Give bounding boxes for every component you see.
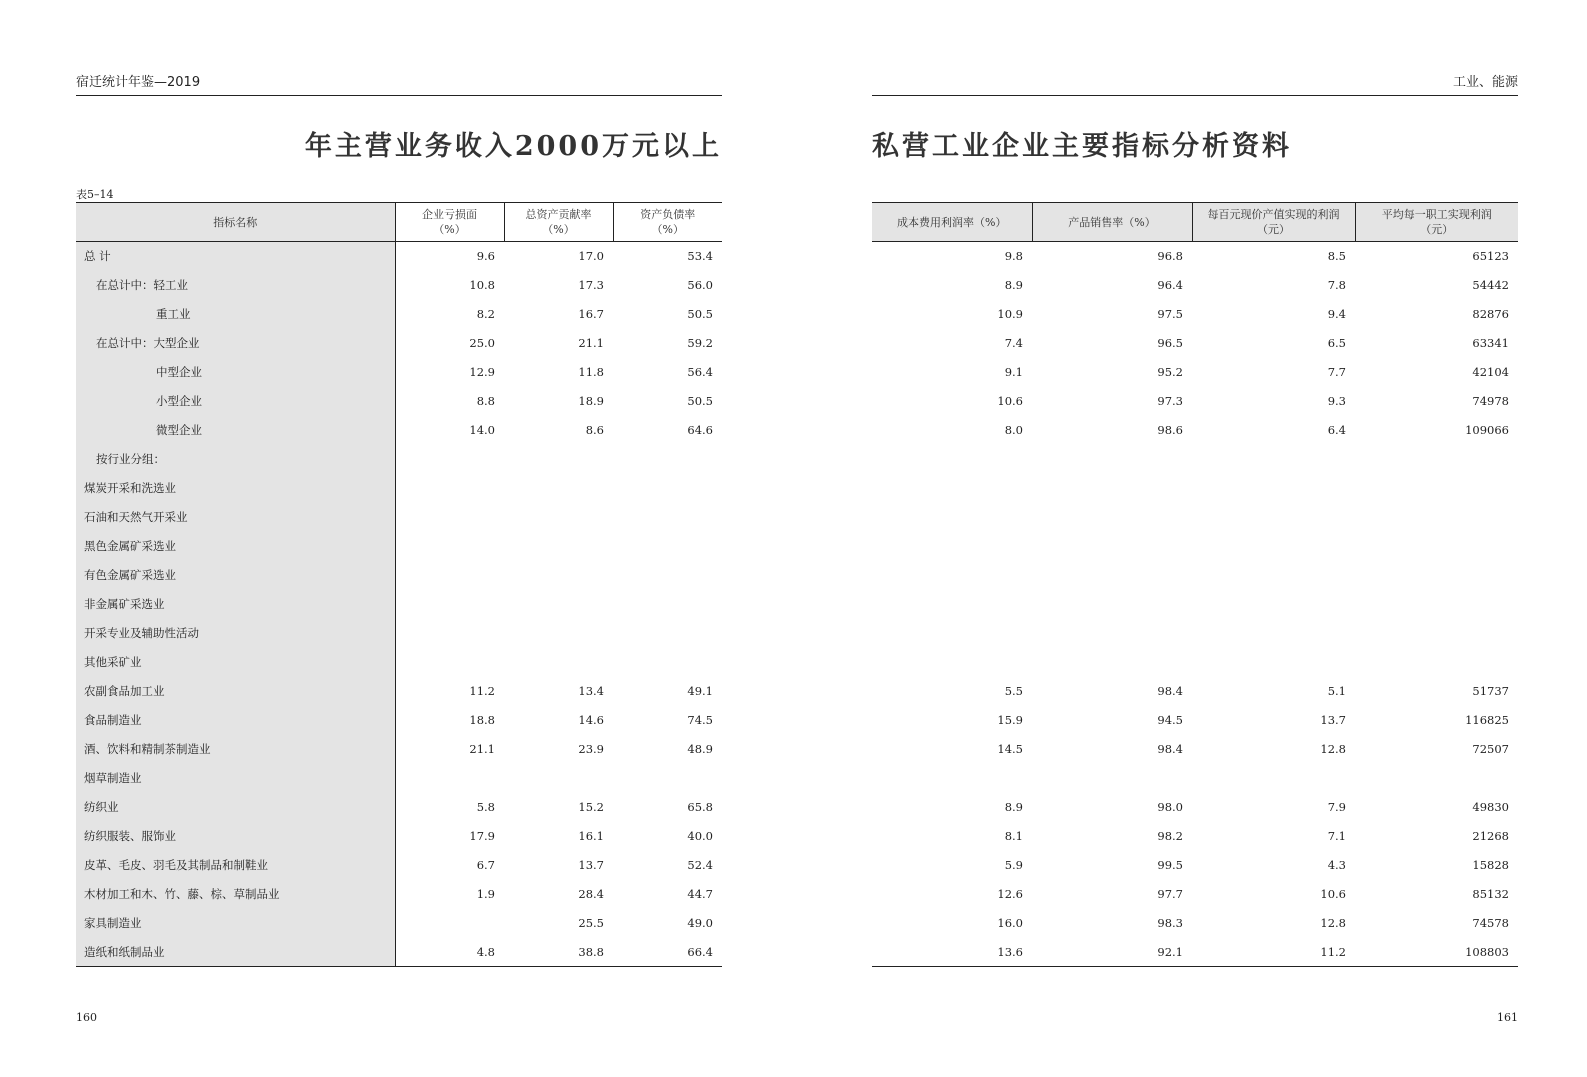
table-cell (872, 590, 1032, 619)
table-cell: 7.7 (1327, 365, 1346, 379)
table-row (76, 677, 722, 706)
table-cell (613, 590, 722, 619)
table-cell: 16.0 (997, 916, 1023, 930)
table-cell (1032, 532, 1192, 561)
table-cell: 64.6 (687, 423, 713, 437)
table-cell: 74978 (1472, 394, 1509, 408)
table-cell: 17.3 (578, 278, 604, 292)
table-row (76, 416, 722, 445)
table-cell: 15828 (1472, 858, 1509, 872)
table-cell (504, 590, 613, 619)
table-row (872, 445, 1518, 474)
table-row (76, 793, 722, 822)
table-cell: 5.8 (476, 800, 495, 814)
table-cell: 7.1 (1327, 829, 1346, 843)
table-row (872, 532, 1518, 561)
row-label: 农副食品加工业 (76, 677, 395, 706)
table-cell: 12.6 (997, 887, 1023, 901)
table-row (872, 764, 1518, 793)
table-cell (613, 503, 722, 532)
table-cell: 5.1 (1327, 684, 1346, 698)
table-row (76, 822, 722, 851)
table-cell: 11.2 (1320, 944, 1346, 959)
table-cell: 12.8 (1320, 742, 1346, 756)
table-cell (872, 648, 1032, 677)
table-cell (504, 648, 613, 677)
table-row (872, 619, 1518, 648)
table-row (872, 880, 1518, 909)
table-cell: 7.9 (1327, 800, 1346, 814)
table-cell (613, 764, 722, 793)
table-cell: 14.0 (469, 423, 495, 437)
row-label: 总 计 (76, 242, 395, 271)
table-cell (1355, 590, 1518, 619)
table-cell: 11.2 (469, 684, 495, 698)
table-cell: 13.7 (578, 858, 604, 872)
table-cell: 74.5 (687, 713, 713, 727)
page-number-left: 160 (76, 1011, 97, 1024)
table-row (872, 822, 1518, 851)
table-title-part2: 私营工业企业主要指标分析资料 (872, 131, 1292, 162)
table-cell: 98.0 (1157, 800, 1183, 814)
row-label: 造纸和纸制品业 (76, 938, 395, 967)
table-cell: 4.8 (476, 944, 495, 959)
table-cell (395, 503, 504, 532)
table-cell: 48.9 (687, 742, 713, 756)
table-cell: 18.9 (578, 394, 604, 408)
table-cell (504, 503, 613, 532)
table-row (76, 474, 722, 503)
table-cell: 54442 (1472, 278, 1509, 292)
table-row (76, 387, 722, 416)
table-cell (1192, 619, 1355, 648)
table-cell: 18.8 (469, 713, 495, 727)
table-cell: 9.4 (1327, 307, 1346, 321)
table-cell (395, 648, 504, 677)
table-cell: 97.5 (1157, 307, 1183, 321)
table-cell: 12.8 (1320, 916, 1346, 930)
table-cell: 98.6 (1157, 423, 1183, 437)
table-row (76, 648, 722, 677)
table-cell (504, 619, 613, 648)
table-cell (395, 619, 504, 648)
table-cell: 8.8 (476, 394, 495, 408)
table-cell: 10.6 (997, 394, 1023, 408)
row-label: 按行业分组： (76, 445, 395, 474)
table-cell (613, 561, 722, 590)
table-cell: 4.3 (1327, 858, 1346, 872)
table-cell (1355, 648, 1518, 677)
table-cell: 6.4 (1327, 423, 1346, 437)
table-cell: 11.8 (578, 365, 604, 379)
row-label: 有色金属矿采选业 (76, 561, 395, 590)
table-row (872, 561, 1518, 590)
table-cell: 9.6 (476, 249, 495, 264)
table-cell: 21.1 (469, 742, 495, 756)
table-row (872, 677, 1518, 706)
table-cell: 98.4 (1157, 684, 1183, 698)
left-stats-table (76, 202, 722, 967)
table-cell: 8.1 (1004, 829, 1023, 843)
table-cell: 56.4 (687, 365, 713, 379)
table-cell: 97.3 (1157, 394, 1183, 408)
table-cell: 8.9 (1004, 278, 1023, 292)
table-row (872, 793, 1518, 822)
table-cell: 98.4 (1157, 742, 1183, 756)
table-cell: 95.2 (1157, 365, 1183, 379)
page-number-right: 161 (1497, 1011, 1518, 1024)
table-row (76, 271, 722, 300)
right-table-body (872, 242, 1518, 967)
table-row (76, 445, 722, 474)
table-cell: 50.5 (687, 307, 713, 321)
table-cell: 13.7 (1320, 713, 1346, 727)
column-header: 每百元现价产值实现的利润 （元） (1192, 203, 1355, 242)
row-label: 在总计中：轻工业 (76, 271, 395, 300)
table-cell: 17.9 (469, 829, 495, 843)
table-cell: 25.0 (469, 336, 495, 350)
table-cell: 97.7 (1157, 887, 1183, 901)
row-label: 重工业 (76, 300, 395, 329)
left-page (76, 0, 722, 1077)
table-row (872, 387, 1518, 416)
table-cell (872, 532, 1032, 561)
table-cell (1032, 590, 1192, 619)
table-cell: 63341 (1472, 336, 1509, 350)
table-row (872, 735, 1518, 764)
table-row (872, 416, 1518, 445)
row-label: 皮革、毛皮、羽毛及其制品和制鞋业 (76, 851, 395, 880)
table-row (872, 503, 1518, 532)
column-header: 指标名称 (76, 203, 395, 242)
table-cell: 50.5 (687, 394, 713, 408)
table-cell: 16.7 (578, 307, 604, 321)
table-cell: 116825 (1465, 713, 1509, 727)
table-cell: 15.2 (578, 800, 604, 814)
table-cell: 66.4 (687, 944, 713, 959)
table-cell (1032, 503, 1192, 532)
table-cell (395, 474, 504, 503)
table-cell (613, 445, 722, 474)
table-cell: 82876 (1472, 307, 1509, 321)
table-row (76, 938, 722, 967)
running-head-right: 工业、能源 (872, 74, 1518, 96)
table-cell (1032, 764, 1192, 793)
table-cell: 74578 (1472, 916, 1509, 930)
table-row (872, 242, 1518, 271)
table-cell: 51737 (1472, 684, 1509, 698)
table-row (76, 706, 722, 735)
table-cell: 8.5 (1327, 249, 1346, 264)
table-cell: 49.0 (687, 916, 713, 930)
table-cell (872, 619, 1032, 648)
table-cell: 6.5 (1327, 336, 1346, 350)
table-cell (1355, 445, 1518, 474)
table-cell: 8.0 (1004, 423, 1023, 437)
table-cell (613, 648, 722, 677)
table-cell (872, 503, 1032, 532)
table-cell (613, 532, 722, 561)
table-row (76, 735, 722, 764)
table-row (76, 329, 722, 358)
table-cell (504, 445, 613, 474)
row-label: 黑色金属矿采选业 (76, 532, 395, 561)
table-row (872, 300, 1518, 329)
table-cell (504, 532, 613, 561)
table-cell: 14.6 (578, 713, 604, 727)
table-number: 表5–14 (76, 188, 114, 201)
table-cell (613, 619, 722, 648)
table-cell: 10.9 (997, 307, 1023, 321)
row-label: 微型企业 (76, 416, 395, 445)
row-label: 非金属矿采选业 (76, 590, 395, 619)
table-cell (395, 445, 504, 474)
table-cell: 96.8 (1157, 249, 1183, 264)
table-cell (504, 561, 613, 590)
column-header: 产品销售率（%） (1032, 203, 1192, 242)
row-label: 纺织服装、服饰业 (76, 822, 395, 851)
table-cell (872, 445, 1032, 474)
table-row (76, 242, 722, 271)
left-table-body (76, 242, 722, 967)
table-cell: 8.9 (1004, 800, 1023, 814)
row-label: 纺织业 (76, 793, 395, 822)
row-label: 小型企业 (76, 387, 395, 416)
table-cell: 72507 (1472, 742, 1509, 756)
table-cell: 42104 (1472, 365, 1509, 379)
table-cell (1192, 648, 1355, 677)
table-row (76, 880, 722, 909)
column-header: 平均每一职工实现利润 （元） (1355, 203, 1518, 242)
table-cell: 98.2 (1157, 829, 1183, 843)
table-cell: 99.5 (1157, 858, 1183, 872)
table-cell: 98.3 (1157, 916, 1183, 930)
table-cell: 85132 (1472, 887, 1509, 901)
table-cell: 94.5 (1157, 713, 1183, 727)
table-row (76, 503, 722, 532)
table-row (872, 851, 1518, 880)
table-cell: 7.4 (1004, 336, 1023, 350)
table-cell (872, 764, 1032, 793)
row-label: 其他采矿业 (76, 648, 395, 677)
table-cell: 13.6 (997, 944, 1023, 959)
table-cell: 44.7 (687, 887, 713, 901)
table-cell: 15.9 (997, 713, 1023, 727)
table-row (76, 561, 722, 590)
table-cell: 38.8 (578, 944, 604, 959)
table-cell (1032, 561, 1192, 590)
table-cell: 59.2 (687, 336, 713, 350)
table-cell (1192, 445, 1355, 474)
table-cell (395, 561, 504, 590)
table-cell: 21268 (1472, 829, 1509, 843)
table-cell: 28.4 (578, 887, 604, 901)
table-cell (1032, 445, 1192, 474)
table-cell (395, 532, 504, 561)
table-cell (1355, 503, 1518, 532)
table-cell: 1.9 (476, 887, 495, 901)
table-cell (1355, 474, 1518, 503)
table-cell (1192, 764, 1355, 793)
table-row (872, 329, 1518, 358)
table-cell: 5.5 (1004, 684, 1023, 698)
table-cell: 92.1 (1157, 944, 1183, 959)
column-header: 资产负债率 （%） (613, 203, 722, 242)
table-cell (504, 474, 613, 503)
table-cell: 7.8 (1327, 278, 1346, 292)
table-row (76, 358, 722, 387)
table-cell (613, 474, 722, 503)
table-cell (1192, 474, 1355, 503)
row-label: 家具制造业 (76, 909, 395, 938)
table-cell: 14.5 (997, 742, 1023, 756)
table-cell: 52.4 (687, 858, 713, 872)
table-cell: 40.0 (687, 829, 713, 843)
table-row (76, 300, 722, 329)
row-label: 中型企业 (76, 358, 395, 387)
table-cell (1355, 532, 1518, 561)
row-label: 食品制造业 (76, 706, 395, 735)
table-cell (395, 909, 504, 938)
table-cell (1192, 532, 1355, 561)
table-row (76, 851, 722, 880)
table-row (872, 706, 1518, 735)
table-cell: 16.1 (578, 829, 604, 843)
table-cell (1355, 764, 1518, 793)
left-header-row (76, 203, 722, 242)
right-stats-table (872, 202, 1518, 967)
right-header-row (872, 203, 1518, 242)
table-cell: 5.9 (1004, 858, 1023, 872)
table-cell: 8.6 (585, 423, 604, 437)
table-cell: 25.5 (578, 916, 604, 930)
table-row (76, 619, 722, 648)
table-cell: 13.4 (578, 684, 604, 698)
table-cell: 9.1 (1004, 365, 1023, 379)
table-cell: 8.2 (476, 307, 495, 321)
table-cell (504, 764, 613, 793)
right-page (872, 0, 1518, 1077)
table-cell: 12.9 (469, 365, 495, 379)
table-cell (1192, 503, 1355, 532)
table-row (872, 648, 1518, 677)
table-cell: 49.1 (687, 684, 713, 698)
table-row (872, 909, 1518, 938)
row-label: 开采专业及辅助性活动 (76, 619, 395, 648)
table-cell: 108803 (1465, 944, 1509, 959)
row-label: 煤炭开采和洗选业 (76, 474, 395, 503)
table-cell: 10.8 (469, 278, 495, 292)
table-cell: 10.6 (1320, 887, 1346, 901)
table-row (76, 532, 722, 561)
table-cell: 17.0 (578, 249, 604, 264)
table-cell: 65.8 (687, 800, 713, 814)
table-row (872, 474, 1518, 503)
row-label: 烟草制造业 (76, 764, 395, 793)
table-cell: 96.5 (1157, 336, 1183, 350)
table-title-part1: 年主营业务收入2000万元以上 (304, 131, 722, 162)
table-cell: 9.3 (1327, 394, 1346, 408)
table-row (76, 764, 722, 793)
table-cell (1355, 561, 1518, 590)
table-row (872, 590, 1518, 619)
column-header: 总资产贡献率 （%） (504, 203, 613, 242)
column-header: 成本费用利润率（%） (872, 203, 1032, 242)
table-cell (1192, 561, 1355, 590)
table-cell (1032, 474, 1192, 503)
table-cell: 53.4 (687, 249, 713, 264)
table-row (872, 938, 1518, 967)
table-cell: 56.0 (687, 278, 713, 292)
table-row (872, 271, 1518, 300)
row-label: 木材加工和木、竹、藤、棕、草制品业 (76, 880, 395, 909)
table-cell: 6.7 (476, 858, 495, 872)
running-head-left: 宿迁统计年鉴—2019 (76, 74, 722, 96)
table-cell (872, 561, 1032, 590)
table-row (76, 909, 722, 938)
table-cell: 109066 (1465, 423, 1509, 437)
table-cell: 9.8 (1004, 249, 1023, 264)
column-header: 企业亏损面 （%） (395, 203, 504, 242)
table-cell: 23.9 (578, 742, 604, 756)
table-cell (1032, 648, 1192, 677)
row-label: 在总计中：大型企业 (76, 329, 395, 358)
table-cell (1192, 590, 1355, 619)
table-cell (1032, 619, 1192, 648)
table-cell: 96.4 (1157, 278, 1183, 292)
table-cell (395, 590, 504, 619)
table-cell: 49830 (1472, 800, 1509, 814)
table-cell: 21.1 (578, 336, 604, 350)
row-label: 酒、饮料和精制茶制造业 (76, 735, 395, 764)
table-cell (1355, 619, 1518, 648)
table-cell (872, 474, 1032, 503)
table-row (76, 590, 722, 619)
table-cell (395, 764, 504, 793)
row-label: 石油和天然气开采业 (76, 503, 395, 532)
table-row (872, 358, 1518, 387)
table-cell: 65123 (1472, 249, 1509, 264)
